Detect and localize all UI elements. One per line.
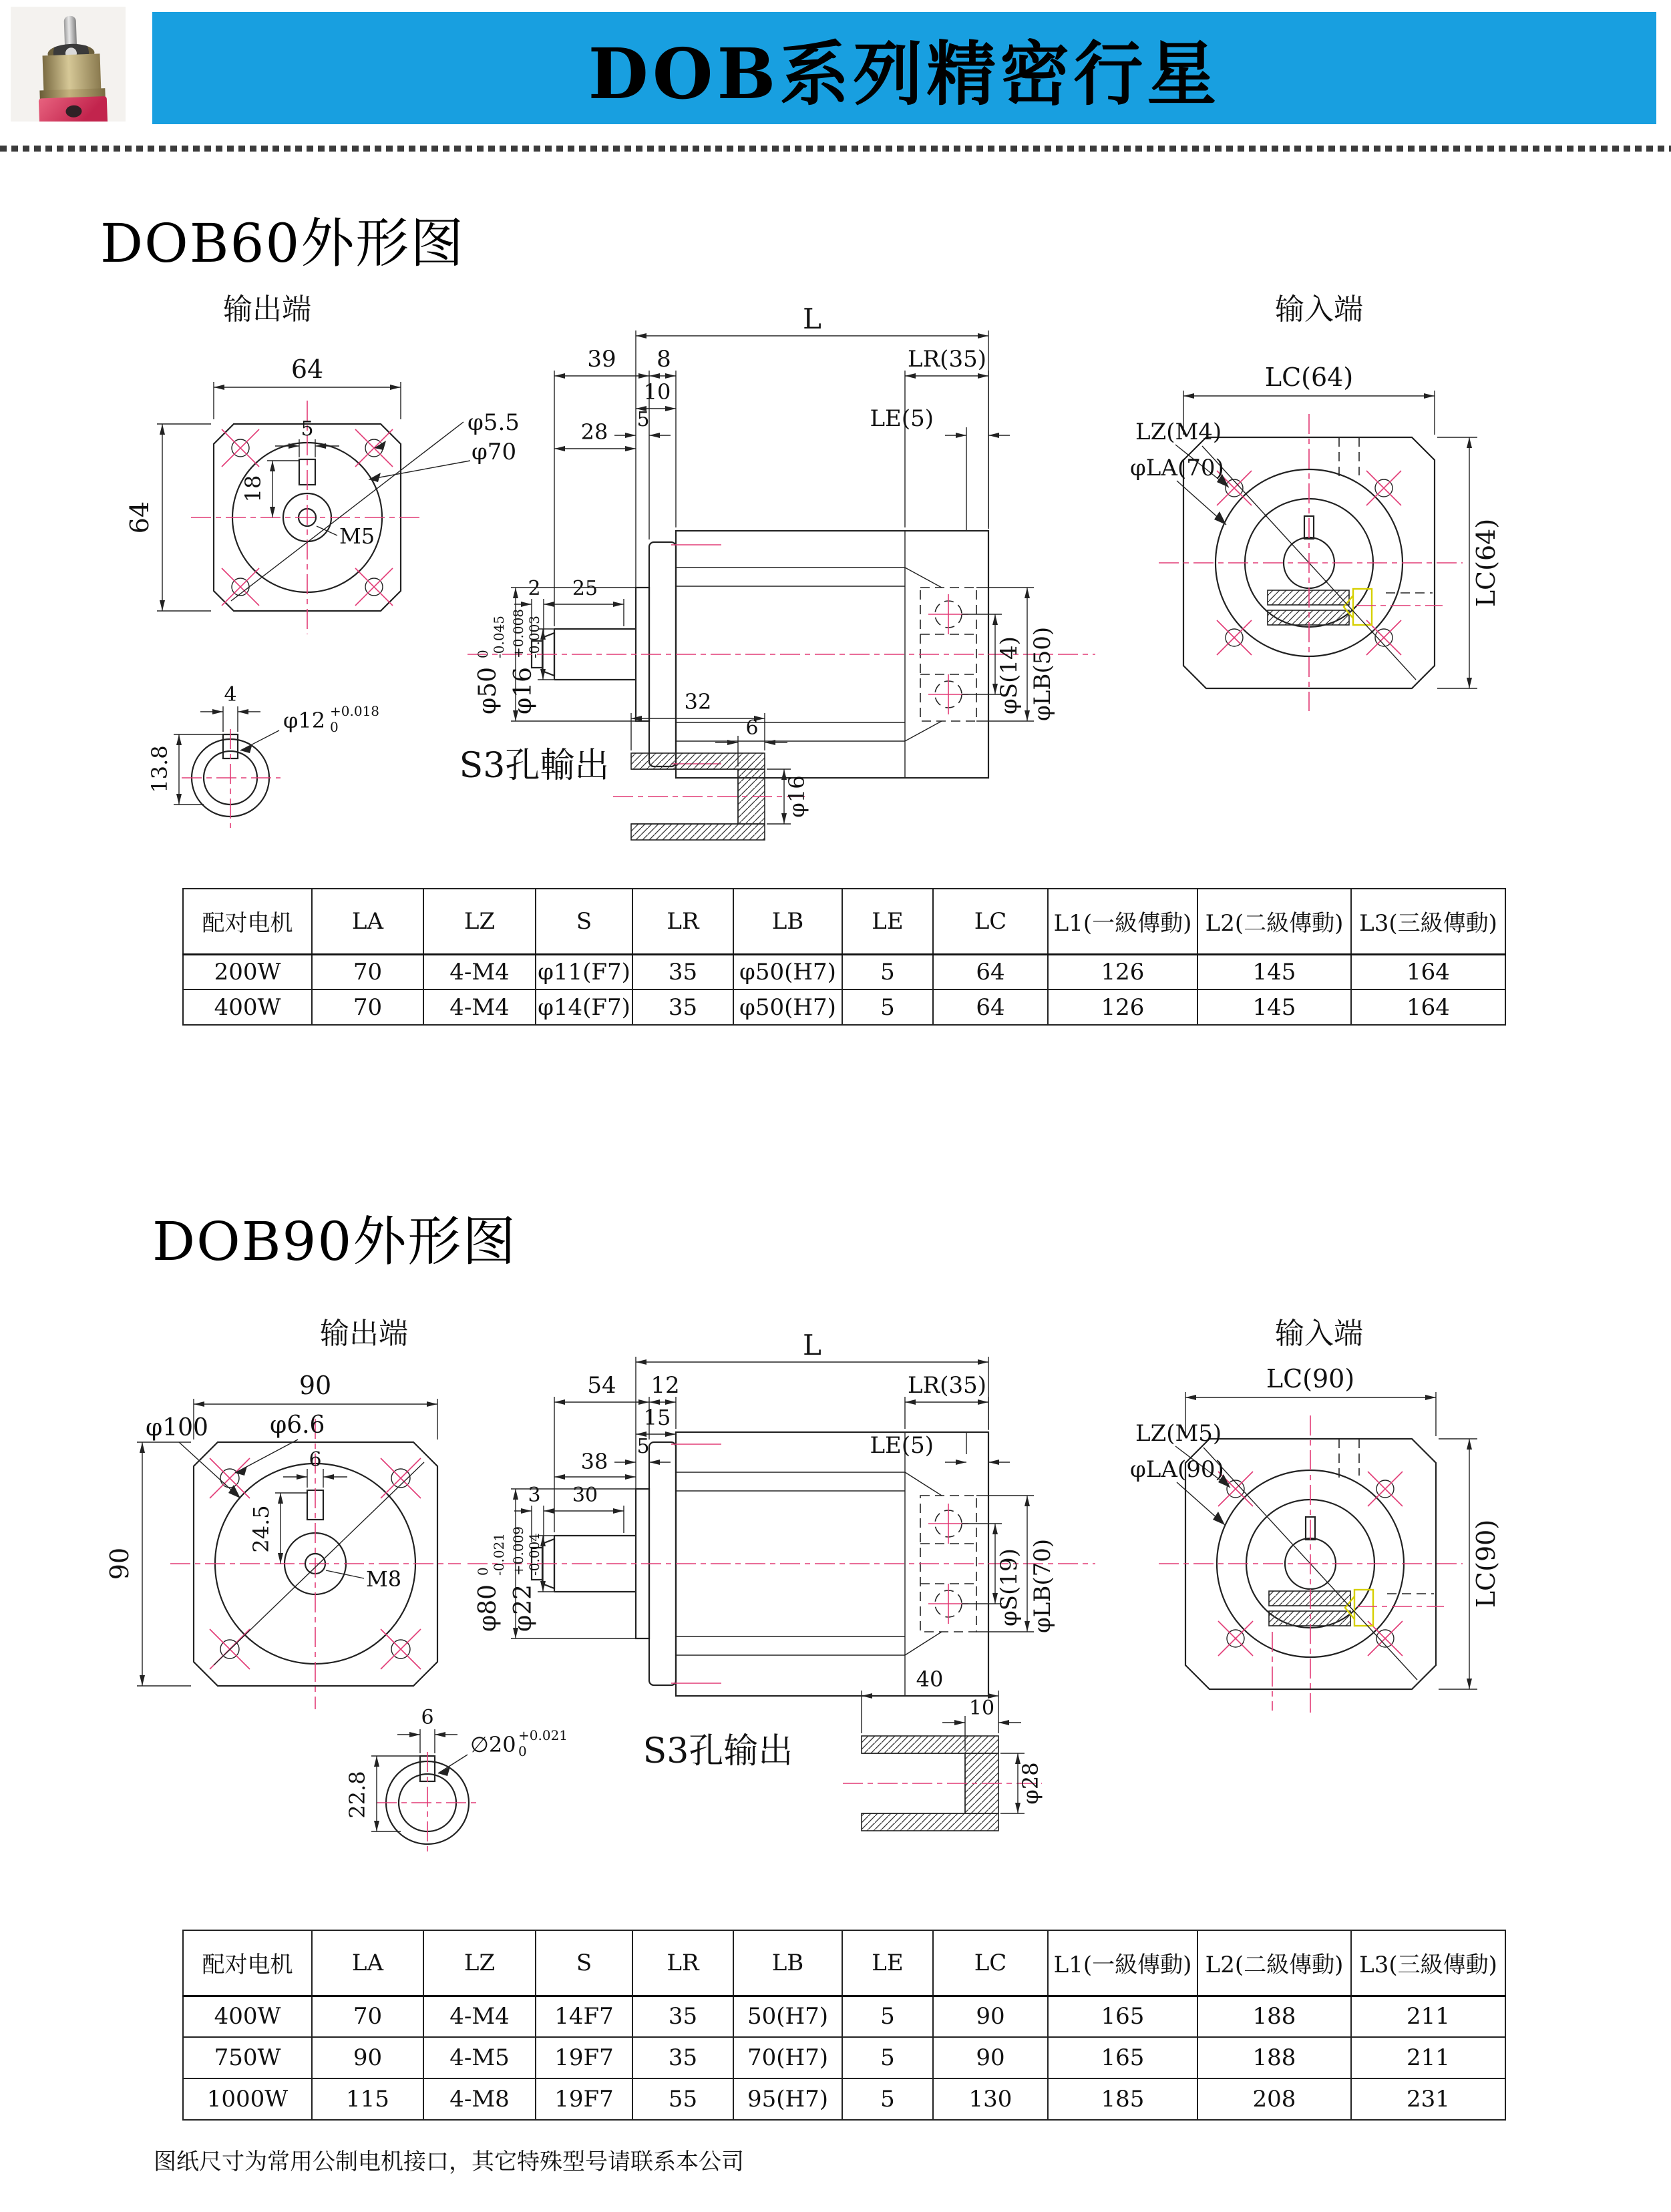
dob60-dim-28: 28 (580, 419, 608, 445)
dob90-shaft-tolu: +0.021 (518, 1727, 568, 1743)
dob90-dim-keyw: 6 (309, 1448, 322, 1472)
dob60-bore-dia: φ16 (784, 775, 809, 818)
col-lc: LC (933, 889, 1048, 954)
table-row: 750W 90 4-M5 19F7 35 70(H7) 5 90 165 188 211 (183, 2037, 1505, 2078)
svg-text:φS(14): φS(14) (996, 636, 1023, 714)
svg-text:φ16: φ16 (510, 666, 537, 714)
dob60-phi16-label (510, 609, 542, 714)
dob90-dim-LE: LE(5) (870, 1432, 934, 1459)
dob60-hole-label: φ5.5 (468, 409, 520, 436)
dob90-dim-L: L (803, 1329, 821, 1361)
dob90-phi80-label (474, 1533, 507, 1632)
dob90-bore-depth: 10 (968, 1697, 995, 1720)
dob60-shaft-keyh: 13.8 (147, 745, 172, 793)
dob90-shaft-keyw: 6 (421, 1706, 434, 1729)
svg-text:φ22: φ22 (510, 1584, 537, 1632)
svg-text:0: 0 (475, 1567, 491, 1576)
dob60-m5-label: M5 (339, 523, 375, 549)
dob60-input-end-label: 输入端 (1275, 292, 1363, 326)
dob90-dim-15: 15 (643, 1405, 671, 1430)
svg-text:φLB(50): φLB(50) (1029, 626, 1056, 721)
col-le: LE (842, 889, 933, 954)
dob60-dim-keyw: 5 (301, 417, 314, 441)
dob90-drawing (0, 1182, 1671, 1930)
col-l3: L3(三級傳動) (1351, 889, 1505, 954)
dob60-s3-label: S3孔輸出 (459, 746, 610, 786)
col-s: S (536, 889, 632, 954)
dob60-shaft-tolu: +0.018 (330, 703, 380, 719)
dob90-dim-54: 54 (587, 1372, 616, 1399)
page-title: DOB系列精密行星 (588, 33, 1221, 115)
table-row: 400W 70 4-M4 φ14(F7) 35 φ50(H7) 5 64 126 145 164 (183, 989, 1505, 1025)
dob60-dim-LC-side: LC(64) (1471, 518, 1501, 608)
col-la: LA (312, 889, 423, 954)
dob90-dim-width: 90 (299, 1371, 332, 1400)
dob60-dim-10: 10 (643, 379, 671, 405)
dob60-bore-detail (613, 689, 809, 840)
dob90-shaft-dia: ∅20 (470, 1732, 516, 1757)
dob60-dim-LC-top: LC(64) (1264, 363, 1354, 392)
dob90-dim-38: 38 (580, 1449, 608, 1474)
dob90-LA-label: φLA(90) (1130, 1456, 1224, 1483)
dob90-m8-label: M8 (366, 1566, 402, 1592)
dob60-table-header (183, 889, 1505, 954)
dob60-shaft-detail (147, 683, 379, 828)
dob90-dim-height: 90 (105, 1547, 134, 1580)
table-row: 200W 70 4-M4 φ11(F7) 35 φ50(H7) 5 64 126 145 164 (183, 954, 1505, 989)
svg-text:φ50: φ50 (474, 666, 502, 714)
svg-text:φS(19): φS(19) (996, 1548, 1023, 1626)
dob90-bore-dia: φ28 (1018, 1762, 1043, 1805)
dob60-dim-LE: LE(5) (870, 405, 934, 432)
dob90-dim-LC-top: LC(90) (1266, 1364, 1355, 1393)
dob90-bore-len: 40 (916, 1667, 944, 1692)
dob60-title: DOB60外形图 (100, 212, 466, 274)
dob60-phi50-label (474, 616, 507, 714)
dob90-dim-5: 5 (636, 1435, 650, 1458)
dob60-dim-height: 64 (125, 501, 154, 534)
dob60-dim-25: 25 (572, 577, 598, 600)
dob90-LZ-label: LZ(M5) (1135, 1420, 1222, 1447)
dob90-dim-LR: LR(35) (908, 1372, 986, 1399)
svg-text:φLB(70): φLB(70) (1029, 1538, 1056, 1633)
svg-text:-0.004: -0.004 (526, 1532, 542, 1576)
dob60-dim-width: 64 (291, 355, 324, 384)
svg-text:+0.009: +0.009 (510, 1526, 526, 1576)
dob90-bore-detail (843, 1667, 1043, 1831)
svg-text:φ80: φ80 (474, 1584, 502, 1632)
dob60-bc-label: φ70 (472, 439, 517, 465)
dob60-dim-2: 2 (528, 577, 541, 600)
dob90-dim-30: 30 (572, 1484, 598, 1507)
col-lr: LR (632, 889, 733, 954)
dob90-input-end-label: 输入端 (1275, 1317, 1363, 1351)
dob60-dim-keyd: 18 (240, 475, 266, 503)
dob60-shaft-dia: φ12 (283, 708, 326, 733)
dob90-dim-3: 3 (528, 1484, 541, 1507)
dob60-phiLB-label (1029, 627, 1056, 721)
footer-note: 图纸尺寸为常用公制电机接口，其它特殊型号请联系本公司 (154, 2149, 744, 2175)
dob90-hole-label: φ6.6 (270, 1411, 325, 1439)
dob60-shaft-keyw: 4 (224, 683, 237, 706)
svg-text:+0.008: +0.008 (510, 608, 526, 658)
dob90-dim-12: 12 (651, 1372, 680, 1399)
dob60-bore-depth: 6 (745, 716, 759, 740)
col-lb: LB (733, 889, 842, 954)
dob90-shaft-keyh: 22.8 (345, 1771, 370, 1819)
col-lz: LZ (423, 889, 536, 954)
dob90-output-end-label: 输出端 (320, 1317, 408, 1351)
dob60-LA-label: φLA(70) (1130, 455, 1224, 481)
dob60-bore-len: 32 (684, 689, 712, 714)
dob90-dim-LC-side: LC(90) (1471, 1519, 1501, 1608)
dob90-phiS-label (996, 1548, 1023, 1626)
dob60-shaft-toll: 0 (330, 719, 339, 735)
dob90-bc-label: φ100 (146, 1414, 208, 1442)
col-l1: L1(一級傳動) (1048, 889, 1197, 954)
dob60-output-end-label: 输出端 (223, 292, 311, 326)
dob60-LZ-label: LZ(M4) (1135, 419, 1222, 445)
svg-text:-0.003: -0.003 (526, 615, 542, 658)
svg-text:-0.021: -0.021 (491, 1532, 507, 1576)
dob60-dim-8: 8 (657, 346, 671, 373)
dob60-phiS-label (996, 636, 1023, 714)
dob60-dim-5: 5 (636, 408, 650, 431)
col-l2: L2(二級傳動) (1197, 889, 1351, 954)
dob60-dim-LR: LR(35) (908, 346, 986, 373)
svg-text:0: 0 (475, 650, 491, 658)
dob90-phiLB-label (1029, 1539, 1056, 1633)
dob90-s3-label: S3孔输出 (642, 1731, 793, 1771)
dob60-dim-L: L (803, 302, 821, 335)
table-row: 400W 70 4-M4 14F7 35 50(H7) 5 90 165 188 211 (183, 1996, 1505, 2037)
svg-text:-0.045: -0.045 (491, 615, 507, 658)
dob90-shaft-detail (345, 1706, 568, 1855)
dob90-shaft-toll: 0 (518, 1743, 527, 1759)
dob90-table-header: 配对电机 LA LZ S LR LB LE LC L1(一級傳動) L2(二級傳動) L3(三級傳動) (183, 1930, 1505, 1996)
dob60-table (182, 888, 1506, 1026)
col-motor: 配对电机 (183, 889, 312, 954)
dob90-dim-keyd: 24.5 (248, 1505, 274, 1553)
table-row: 1000W 115 4-M8 19F7 55 95(H7) 5 130 185 208 231 (183, 2078, 1505, 2120)
dob60-dim-39: 39 (587, 346, 616, 373)
dob90-table (182, 1930, 1506, 2121)
dob90-title: DOB90外形图 (152, 1210, 518, 1273)
